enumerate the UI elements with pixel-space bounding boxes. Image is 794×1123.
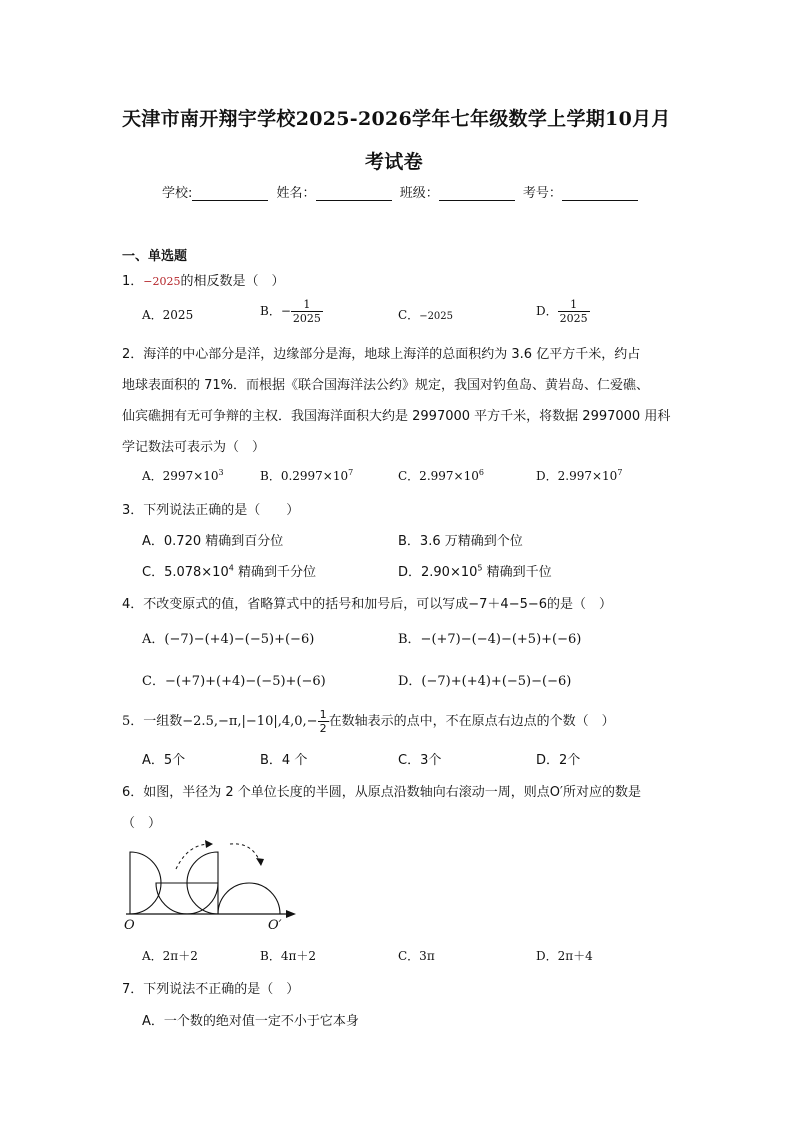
section-heading: 一、单选题 <box>122 249 188 264</box>
q6-line-1: 6．如图，半径为 2 个单位长度的半圆，从原点沿数轴向右滚动一周，则点O′所对应的数是 <box>122 785 641 800</box>
question-5: 5．一组数−2.5,−π,|−10|,4,0,− $\frac{1}{2}$ 在数轴表示的点中，不在原点右边点的个数（ ） <box>122 708 615 735</box>
q2-line-1: 2．海洋的中心部分是洋，边缘部分是海，地球上海洋的总面积约为 3.6 亿平方千米，约占 <box>122 347 641 362</box>
q5-option-b: B．4 个 <box>260 753 308 768</box>
fig-label-o: O <box>124 918 135 933</box>
name-blank[interactable] <box>316 186 392 201</box>
q3-option-d: D．$2.90\times 10^5$ 精确到千位 <box>398 563 552 580</box>
info-fields <box>162 182 642 201</box>
examno-blank[interactable] <box>562 186 638 201</box>
q3-option-a: A．0.720 精确到百分位 <box>142 534 284 549</box>
q2-line-4: 学记数法可表示为（ ） <box>122 440 266 455</box>
q1-option-c: C．−2025 <box>398 308 454 322</box>
q1-value: −2025 <box>143 275 181 288</box>
question-3: 3．下列说法正确的是（ ） <box>122 503 300 518</box>
q3-option-c: C．$5.078\times 10^4$ 精确到千分位 <box>142 563 316 580</box>
q4-option-d: D．(−7)+(+4)+(−5)−(−6) <box>398 674 572 689</box>
title-line-1: 天津市南开翔宇学校2025-2026学年七年级数学上学期10月月 <box>122 108 671 130</box>
q4-option-c: C．−(+7)+(+4)−(−5)+(−6) <box>142 674 326 689</box>
q2-option-a: A．$2997\times 10^3$ <box>142 468 224 483</box>
q1-num: 1． <box>122 274 144 289</box>
q1-option-a: A．2025 <box>142 308 194 322</box>
q6-option-d: D．2π＋4 <box>536 949 593 963</box>
school-blank[interactable] <box>192 186 268 201</box>
q3-option-b: B．3.6 万精确到个位 <box>398 534 523 549</box>
question-1 <box>122 270 285 289</box>
q2-option-d: D．$2.997\times 10^7$ <box>536 468 623 483</box>
q6-line-2: （ ） <box>122 816 162 831</box>
school-label: 学校: <box>162 186 193 201</box>
q4-option-b: B．−(+7)−(−4)−(+5)+(−6) <box>398 632 582 647</box>
q5-option-d: D．2个 <box>536 753 581 768</box>
q6-option-c: C．3π <box>398 949 435 963</box>
q2-line-2: 地球表面积的 71%．而根据《联合国海洋法公约》规定，我国对钓鱼岛、黄岩岛、仁爱礁、 <box>122 378 650 393</box>
question-7: 7．下列说法不正确的是（ ） <box>122 982 300 997</box>
q2-option-b: B．$0.2997\times 10^7$ <box>260 468 354 483</box>
q7-option-a: A．一个数的绝对值一定不小于它本身 <box>142 1014 359 1029</box>
name-label: 姓名： <box>276 186 316 201</box>
q4-option-a: A．(−7)−(+4)−(−5)+(−6) <box>142 632 315 647</box>
question-4: 4．不改变原式的值，省略算式中的括号和加号后，可以写成−7＋4−5−6的是（ ） <box>122 597 613 612</box>
fig-label-o-prime: O′ <box>268 918 282 933</box>
q1-option-d: D． $\frac{1}{2025}$ <box>536 298 588 325</box>
title-line-2: 考试卷 <box>365 151 423 173</box>
q6-option-a: A．2π＋2 <box>142 949 198 963</box>
q1-text: 的相反数是（ ） <box>180 274 285 289</box>
q5-option-a: A．5个 <box>142 753 186 768</box>
q1-option-b: B．− $\frac{1}{2025}$ <box>260 298 321 325</box>
q2-line-3: 仙宾礁拥有无可争辩的主权．我国海洋面积大约是 2997000 平方千米，将数据 2997000 用科 <box>122 409 671 424</box>
q5-option-c: C．3个 <box>398 753 442 768</box>
class-blank[interactable] <box>439 186 515 201</box>
q6-option-b: B．4π＋2 <box>260 949 316 963</box>
q2-option-c: C．$2.997\times 10^6$ <box>398 468 484 483</box>
examno-label: 考号： <box>522 186 562 201</box>
class-label: 班级： <box>399 186 439 201</box>
